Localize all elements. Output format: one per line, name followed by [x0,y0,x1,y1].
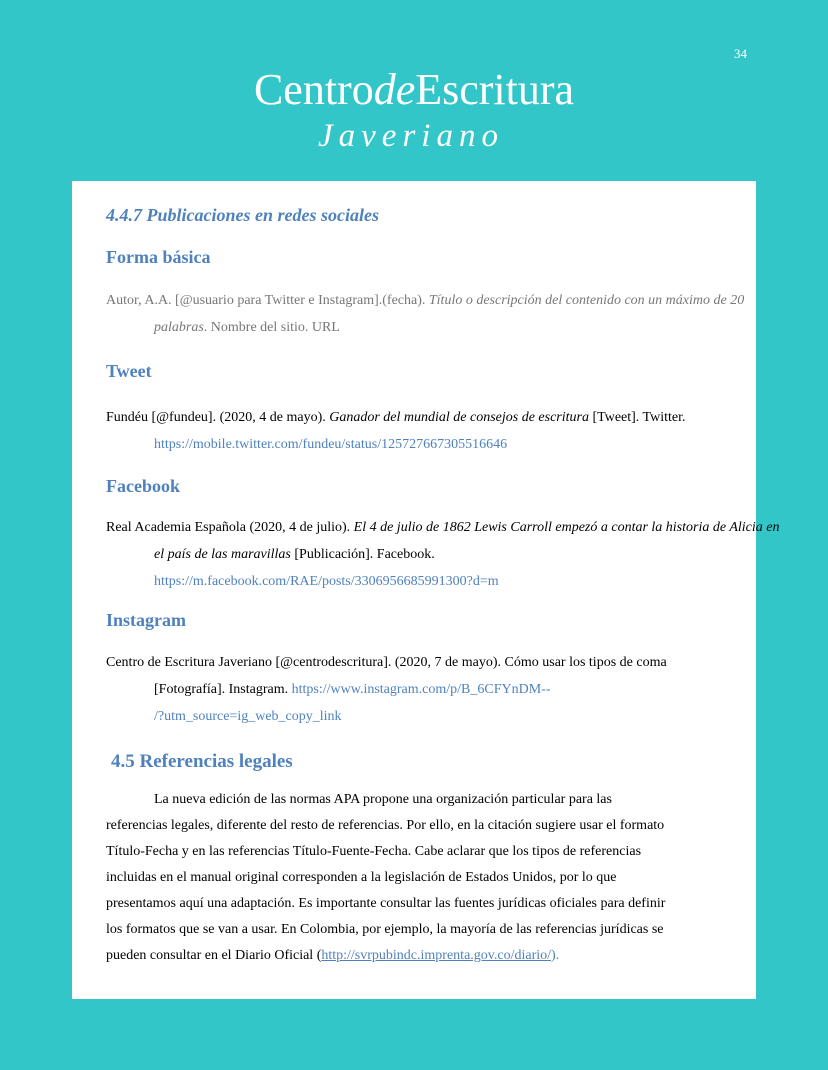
paragraph-line: Título-Fecha y en las referencias Título-Fuente-Fecha. Cabe aclarar que los tipos de referencias [106,844,642,859]
logo-de: de [373,65,416,114]
heading-tweet: Tweet [106,361,152,381]
heading-referencias-legales: 4.5 Referencias legales [111,751,293,772]
ref-text: Centro de Escritura Javeriano [@centrodescritura]. (2020, 7 de mayo). Cómo usar los tipos de coma [106,655,667,670]
tweet-url-link[interactable]: https://mobile.twitter.com/fundeu/status/125727667305516646 [154,437,508,452]
ref-title: Título o descripción del contenido con un máximo de 20 palabras [154,293,745,335]
paragraph-line [106,943,736,969]
paragraph-text: ). [551,948,560,963]
page-number: 34 [734,46,747,61]
logo-wordmark [0,62,828,118]
instagram-url-link-continued[interactable]: /?utm_source=ig_web_copy_link [154,709,342,724]
ref-title: El 4 de julio de 1862 Lewis Carroll empezó a contar la historia de Alicia en el país de las maravillas [154,520,780,562]
paragraph-text: pueden consultar en el Diario Oficial ( [106,948,322,963]
logo [0,62,828,154]
logo-javeriano: Javeriano [318,118,504,154]
heading-instagram: Instagram [106,610,186,630]
paragraph-line: los formatos que se van a usar. En Colombia, por ejemplo, la mayoría de las referencias jurídicas se [106,922,664,937]
ref-text: [Publicación]. Facebook. [290,547,435,562]
ref-text: Autor, A.A. [@usuario para Twitter e Instagram].(fecha). [106,293,429,308]
ref-text: [Tweet]. Twitter. [588,410,686,425]
heading-facebook: Facebook [106,476,180,496]
logo-escritura: Escritura [415,65,575,114]
facebook-url-link[interactable]: https://m.facebook.com/RAE/posts/3306956685991300?d=m [154,574,499,589]
ref-text: . Nombre del sitio. URL [203,320,340,335]
logo-centro: Centro [253,65,374,114]
reference-facebook [106,514,784,595]
diario-oficial-link[interactable]: http://svrpubindc.imprenta.gov.co/diario/ [321,948,552,963]
ref-text: Real Academia Española (2020, 4 de julio). [106,520,354,535]
heading-forma-basica: Forma básica [106,247,211,267]
instagram-url-link[interactable]: https://www.instagram.com/p/B_6CFYnDM-- [291,682,551,697]
ref-text: Fundéu [@fundeu]. (2020, 4 de mayo). [106,410,330,425]
ref-text: [Fotografía]. Instagram. [154,682,292,697]
ref-title: Ganador del mundial de consejos de escritura [329,410,589,425]
reference-instagram [106,649,784,730]
reference-basic-format [106,287,784,341]
paragraph-line: referencias legales, diferente del resto de referencias. Por ello, en la citación sugiere usar el formato [106,818,665,833]
paragraph-line: incluidas en el manual original corresponden a la legislación de Estados Unidos, por lo que [106,870,617,885]
legal-paragraph [106,787,736,969]
section-title: 4.4.7 Publicaciones en redes sociales [106,205,379,225]
paragraph-line: La nueva edición de las normas APA propone una organización particular para las [154,792,612,807]
reference-tweet [106,404,784,458]
paragraph-line: presentamos aquí una adaptación. Es importante consultar las fuentes jurídicas oficiales para definir [106,896,666,911]
